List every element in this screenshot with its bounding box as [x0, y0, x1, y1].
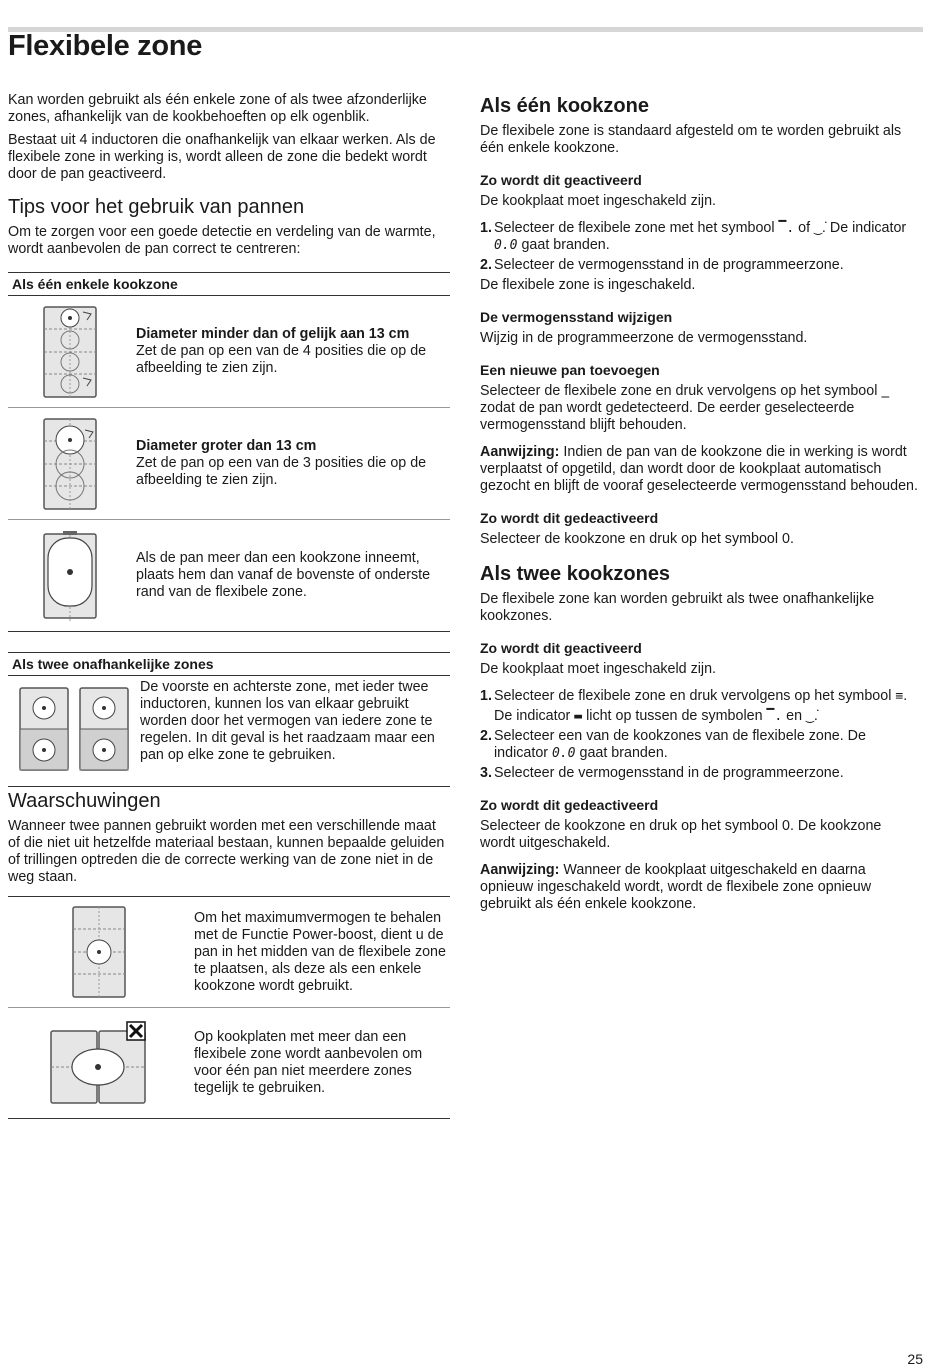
hob-oval-pan-figure [8, 530, 136, 622]
warning-row-text: Om het maximumvermogen te behalen met de Functie Power-boost, dient u de pan in het midden van de flexibele zone te plaatsen, als deze als een enkele kookzone wordt gebruikt. [194, 909, 446, 994]
intro-paragraph-1: Kan worden gebruikt als één enkele zone of als twee afzonderlijke zones, afhankelijk van de kookbehoeften op elk ogenblik. [8, 92, 427, 125]
row-text: Zet de pan op een van de 3 posities die op de afbeelding te zien zijn. [136, 455, 427, 488]
two-zones-text: De voorste en achterste zone, met ieder twee inductoren, kunnen los van elkaar gebruikt worden door het vermogen van iedere zone te regelen. In dit geval is het raadzaam maar een pan op elke zone te gebruiken. [140, 679, 435, 763]
one-zone-deactivate-text: Selecteer de kookzone en druk op het symbool 0. [480, 531, 794, 547]
one-zone-step-2: 2. Selecteer de vermogensstand in de programmeerzone. [480, 257, 844, 273]
hob-two-flex-zones-figure [8, 1021, 194, 1105]
table-row [8, 1008, 450, 1118]
one-zone-note: Aanwijzing: Indien de pan van de kookzone die in werking is wordt verplaatst of opgetild, dan wordt door de kookplaat automatisch gezocht en blijft de vooraf geselecteerde vermogensstand behouden. [480, 444, 918, 494]
indicator-bar-icon: ▬ [574, 709, 583, 724]
warnings-heading: Waarschuwingen [8, 790, 161, 812]
single-zone-table-header: Als één enkele kookzone [8, 273, 450, 296]
two-zones-activate-text: De kookplaat moet ingeschakeld zijn. [480, 661, 717, 677]
split-zone-symbol-icon: ≡ [895, 689, 904, 704]
warnings-text: Wanneer twee pannen gebruikt worden met een verschillende maat of die niet uit hetzelfde materiaal bestaan, kunnen bepaalde geluiden of trillingen optreden die de correcte werking van de zone niet in de weg staan. [8, 818, 445, 885]
newpan-text: Selecteer de flexibele zone en druk vervolgens op het symbool ‗ zodat de pan wordt gedetecteerd. De eerder geselecteerde vermogensstand blijft behouden. [480, 383, 890, 433]
hob-large-pan-figure [8, 418, 136, 510]
row-text: Zet de pan op een van de 4 posities die op de afbeelding te zien zijn. [136, 343, 427, 376]
warnings-table [8, 896, 450, 1119]
warning-row-text: Op kookplaten met meer dan een flexibele zone wordt aanbevolen om voor één pan niet meerdere zones tegelijk te gebruiken. [194, 1029, 423, 1096]
two-zones-note: Aanwijzing: Wanneer de kookplaat uitgeschakeld en daarna opnieuw ingeschakeld wordt, wordt de flexibele zone opnieuw gebruikt als één enkele kookzone. [480, 862, 872, 912]
power-heading: De vermogensstand wijzigen [480, 309, 673, 325]
flex-bottom-symbol-icon: ‿̇ [814, 221, 822, 236]
flex-top-symbol-icon: ▔. [766, 709, 783, 724]
row-bold-text: Diameter minder dan of gelijk aan 13 cm [136, 326, 410, 342]
one-zone-intro: De flexibele zone is standaard afgesteld om te worden gebruikt als één enkele kookzone. [480, 123, 902, 156]
add-pan-symbol-icon: ‗ [881, 384, 890, 399]
tips-text: Om te zorgen voor een goede detectie en verdeling van de warmte, wordt aanbevolen de pan correct te centreren: [8, 224, 436, 257]
hob-centered-pan-figure [8, 906, 194, 998]
power-text: Wijzig in de programmeerzone de vermogensstand. [480, 330, 808, 346]
one-zone-deactivate-heading: Zo wordt dit gedeactiveerd [480, 510, 659, 526]
one-zone-activate-heading: Zo wordt dit geactiveerd [480, 172, 642, 188]
two-zones-table-header: Als twee onafhankelijke zones [8, 653, 450, 676]
one-zone-result: De flexibele zone is ingeschakeld. [480, 277, 696, 293]
right-column [480, 92, 920, 919]
left-column [8, 92, 450, 1129]
intro-paragraph-2: Bestaat uit 4 inductoren die onafhankelijk van elkaar werken. Als de flexibele zone in werking is, wordt alleen de zone die bedekt wordt door de pan geactiveerd. [8, 132, 436, 182]
table-row [8, 296, 450, 408]
two-zones-deactivate-text: Selecteer de kookzone en druk op het symbool 0. De kookzone wordt uitgeschakeld. [480, 818, 882, 851]
one-zone-heading: Als één kookzone [480, 95, 649, 117]
two-zones-intro: De flexibele zone kan worden gebruikt als twee onafhankelijke kookzones. [480, 591, 875, 624]
tips-heading: Tips voor het gebruik van pannen [8, 196, 305, 218]
two-zones-table [8, 652, 450, 787]
hob-small-pan-figure [8, 306, 136, 398]
two-zones-deactivate-heading: Zo wordt dit gedeactiveerd [480, 797, 659, 813]
table-row [8, 520, 450, 631]
page-number: 25 [907, 1351, 923, 1367]
page-title: Flexibele zone [8, 30, 203, 62]
one-zone-step-1: 1. Selecteer de flexibele zone met het symbool ▔. of ‿̇. De indicator 0.0 gaat branden. [480, 220, 907, 253]
one-zone-activate-text: De kookplaat moet ingeschakeld zijn. [480, 193, 717, 209]
indicator-display-icon: 0.0 [552, 746, 576, 761]
flex-bottom-symbol-icon: ‿̇ [806, 709, 814, 724]
table-row [8, 408, 450, 520]
indicator-display-icon: 0.0 [494, 238, 518, 253]
two-zones-step-3: 3. Selecteer de vermogensstand in de programmeerzone. [480, 765, 844, 781]
two-zones-heading: Als twee kookzones [480, 563, 671, 585]
flex-top-symbol-icon: ▔. [778, 221, 795, 236]
single-zone-table [8, 272, 450, 632]
hob-two-zones-figure [8, 676, 140, 772]
two-zones-activate-heading: Zo wordt dit geactiveerd [480, 640, 642, 656]
newpan-heading: Een nieuwe pan toevoegen [480, 362, 660, 378]
table-row [8, 897, 450, 1008]
two-zones-step-2: 2. Selecteer een van de kookzones van de flexibele zone. De indicator 0.0 gaat branden. [480, 728, 866, 761]
table-row [8, 676, 450, 786]
row-bold-text: Diameter groter dan 13 cm [136, 438, 317, 454]
two-zones-step-1-sub: De indicator ▬ licht op tussen de symbolen ▔. en ‿̇. [494, 708, 818, 724]
row-text: Als de pan meer dan een kookzone inneemt, plaats hem dan vanaf de bovenste of onderste rand van de flexibele zone. [136, 550, 431, 600]
two-zones-step-1: 1. Selecteer de flexibele zone en druk vervolgens op het symbool ≡. [480, 688, 908, 704]
